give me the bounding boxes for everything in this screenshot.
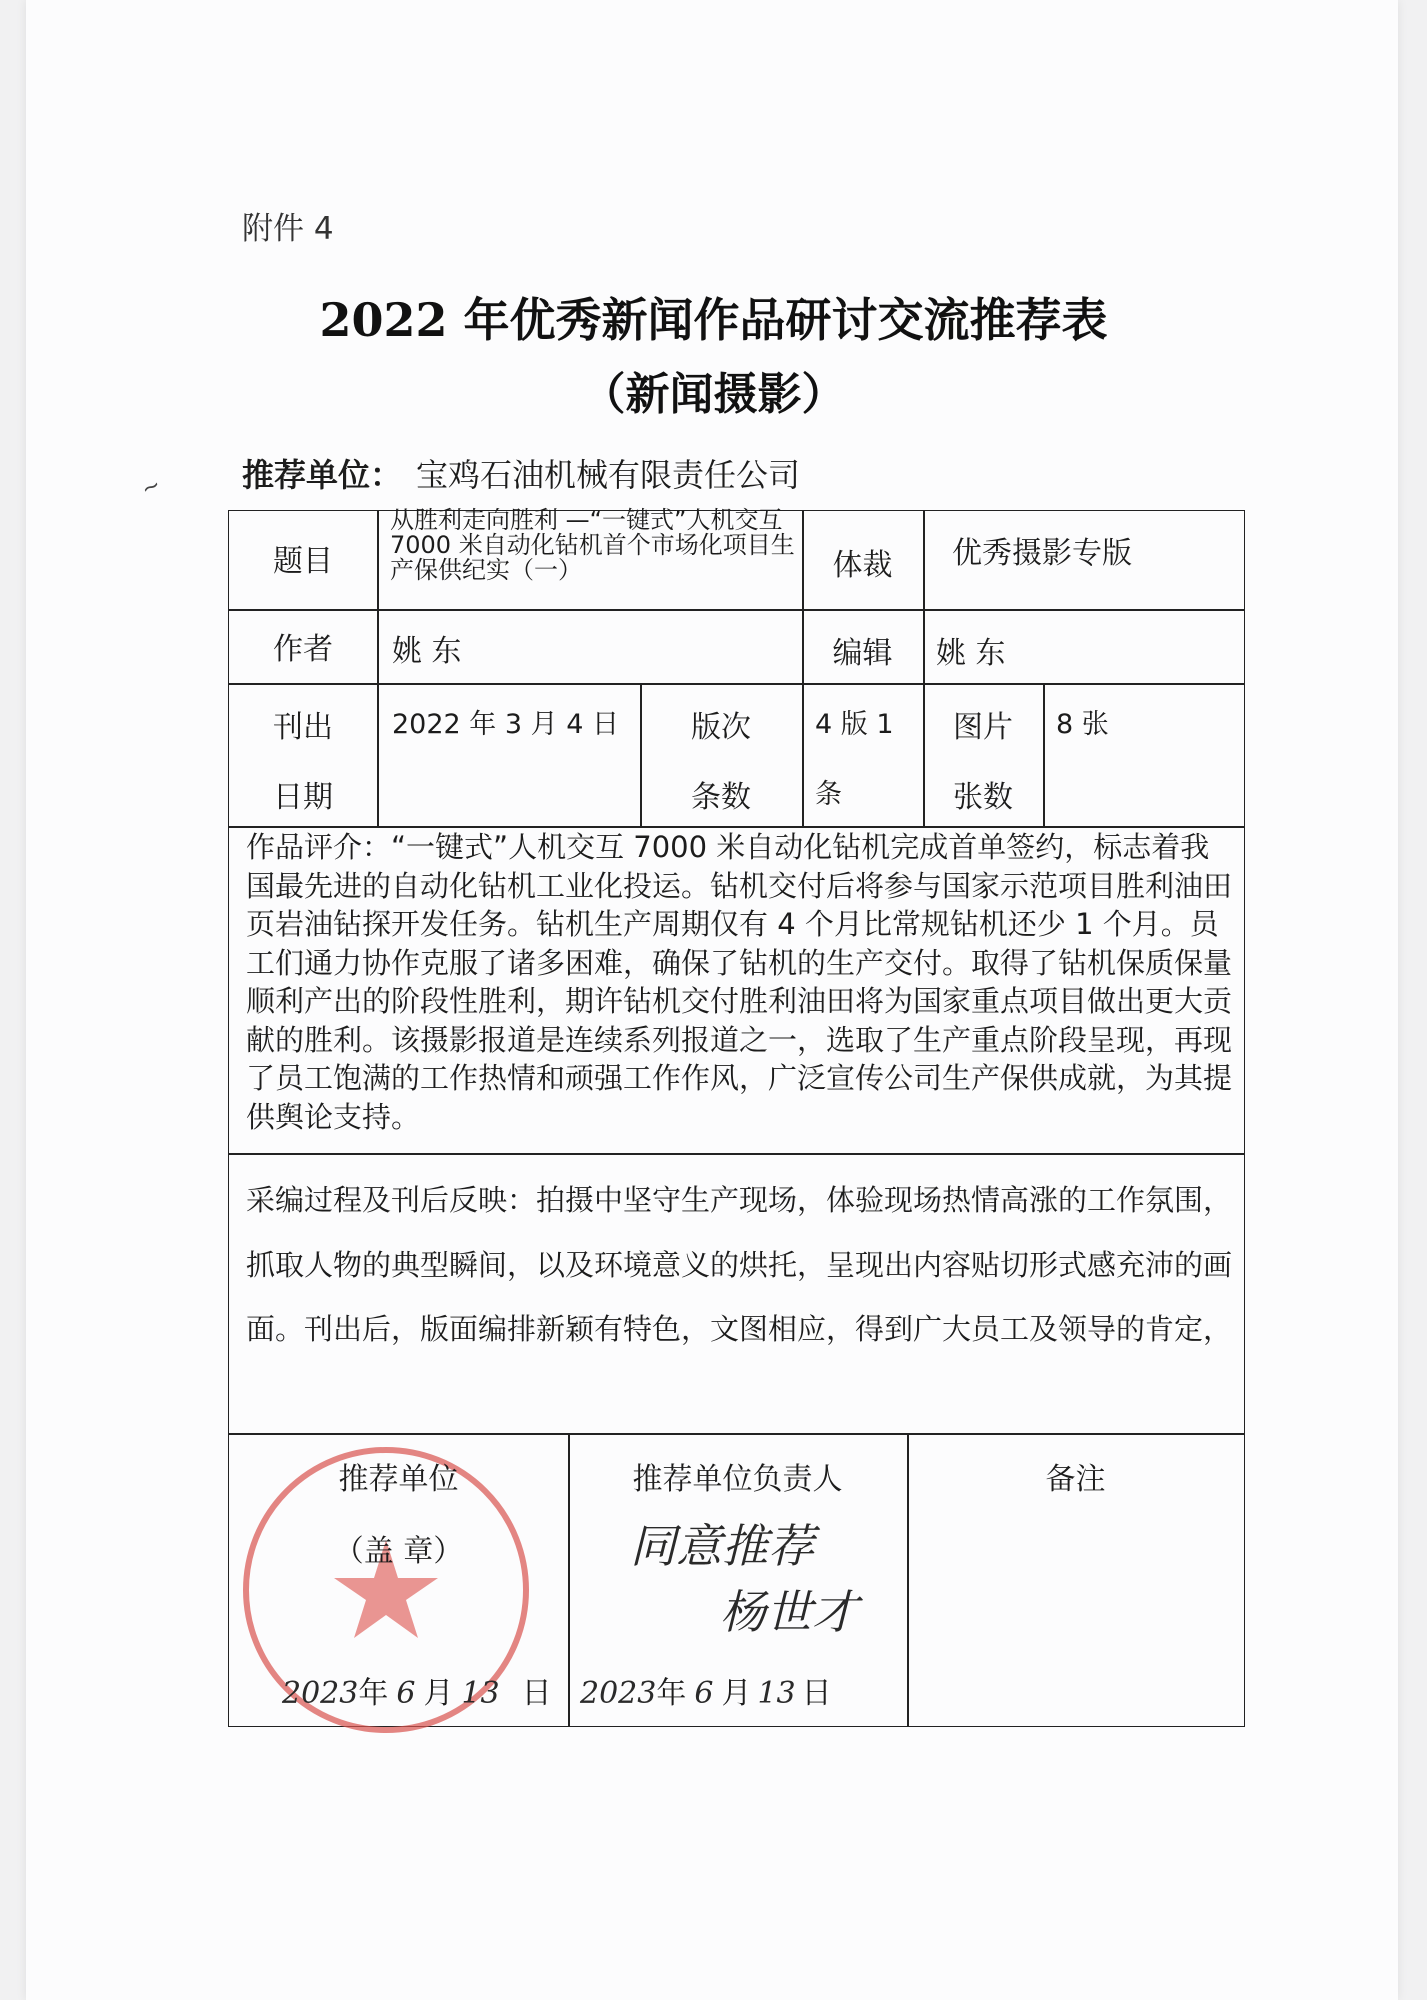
edition-value-line2: 条: [815, 779, 842, 810]
author-value: 姚 东: [392, 634, 462, 669]
edition-label-line1: 版次: [691, 710, 751, 745]
photos-value: 8 张: [1056, 709, 1109, 740]
signature-line-2: 杨世才: [720, 1585, 858, 1639]
genre-value: 优秀摄影专版: [952, 536, 1132, 571]
process-label: 采编过程及刊后反映：: [246, 1183, 537, 1217]
document-title: 2022 年优秀新闻作品研讨交流推荐表: [319, 293, 1108, 347]
row-divider: [229, 1153, 1244, 1155]
recommender-label: 推荐单位：: [242, 456, 403, 494]
editor-label: 编辑: [832, 636, 893, 671]
review-paragraph: [246, 828, 1236, 1136]
row-divider: [229, 609, 1244, 611]
resp-date-year-hand: 2023: [580, 1676, 657, 1711]
attachment-label: 附件 4: [242, 211, 334, 247]
edition-label-line2: 条数: [691, 780, 751, 815]
rec-unit-date-month-hand: 6: [396, 1676, 416, 1711]
resp-date-year: 年: [656, 1676, 687, 1711]
rec-unit-date-year-hand: 2023: [282, 1676, 359, 1711]
rec-unit-seal-label: （盖 章）: [333, 1534, 464, 1569]
resp-date-day-hand: 13: [757, 1676, 796, 1711]
document-subtitle: （新闻摄影）: [581, 369, 846, 420]
recommender-line: [242, 450, 800, 496]
rec-unit-label: 推荐单位: [338, 1462, 459, 1497]
col-divider: [1043, 683, 1045, 826]
pubdate-label-line1: 刊出: [273, 710, 333, 745]
row-divider: [229, 683, 1244, 685]
editor-value: 姚 东: [936, 636, 1006, 671]
edition-value-line1: 4 版 1: [815, 709, 894, 740]
resp-date-month-hand: 6: [694, 1676, 714, 1711]
title-value: 从胜利走向胜利 —“一键式”人机交互 7000 米自动化钻机首个市场化项目生产保供纪实（一）: [390, 506, 795, 584]
photos-label-line2: 张数: [953, 780, 1013, 815]
responsible-label: 推荐单位负责人: [632, 1462, 843, 1497]
process-text: 拍摄中坚守生产现场，体验现场热情高涨的工作氛围，抓取人物的典型瞬间，以及环境意义的烘托，呈现出内容贴切形式感充沛的画面。刊出后，版面编排新颖有特色，文图相应，得到广大员工及领导的肯定，: [246, 1183, 1233, 1346]
signature-line-1: 同意推荐: [630, 1519, 814, 1573]
row-divider: [229, 1433, 1244, 1435]
pubdate-label-line2: 日期: [273, 780, 333, 815]
pubdate-value: 2022 年 3 月 4 日: [392, 709, 619, 740]
rec-unit-date-day: 日: [521, 1676, 552, 1711]
genre-label: 体裁: [832, 548, 893, 583]
process-paragraph: [246, 1168, 1236, 1362]
resp-date-month: 月: [721, 1676, 752, 1711]
col-divider: [377, 511, 379, 826]
review-text: “一键式”人机交互 7000 米自动化钻机完成首单签约，标志着我国最先进的自动化钻机工业化投运。钻机交付后将参与国家示范项目胜利油田页岩油钻探开发任务。钻机生产周期仅有 4 个月比常规钻机还少 1 个月。员工们通力协作克服了诸多困难，确保了钻机的生产交付。取得了钻机保质保量顺利产出的阶段性胜利，期许钻机交付胜利油田将为国家重点项目做出更大贡献的胜利。该摄影报道是连续系列报道之一，选取了生产重点阶段呈现，再现了员工饱满的工作热情和顽强工作作风，广泛宣传公司生产保供成就，为其提供舆论支持。: [246, 830, 1233, 1134]
resp-date-day: 日: [801, 1676, 832, 1711]
margin-mark: ~: [137, 472, 165, 503]
rec-unit-date-year: 年: [358, 1676, 389, 1711]
rec-unit-date-day-hand: 13: [461, 1676, 500, 1711]
rec-unit-date-month: 月: [423, 1676, 454, 1711]
remarks-label: 备注: [1045, 1462, 1106, 1497]
handwritten-signature: [620, 1504, 880, 1654]
rec-unit-date: [282, 1668, 552, 1712]
recommender-value: 宝鸡石油机械有限责任公司: [416, 456, 801, 494]
photos-label-line1: 图片: [953, 710, 1013, 745]
author-label: 作者: [273, 632, 333, 667]
responsible-date: [580, 1668, 832, 1712]
review-label: 作品评介：: [246, 830, 392, 864]
title-label: 题目: [273, 544, 333, 579]
